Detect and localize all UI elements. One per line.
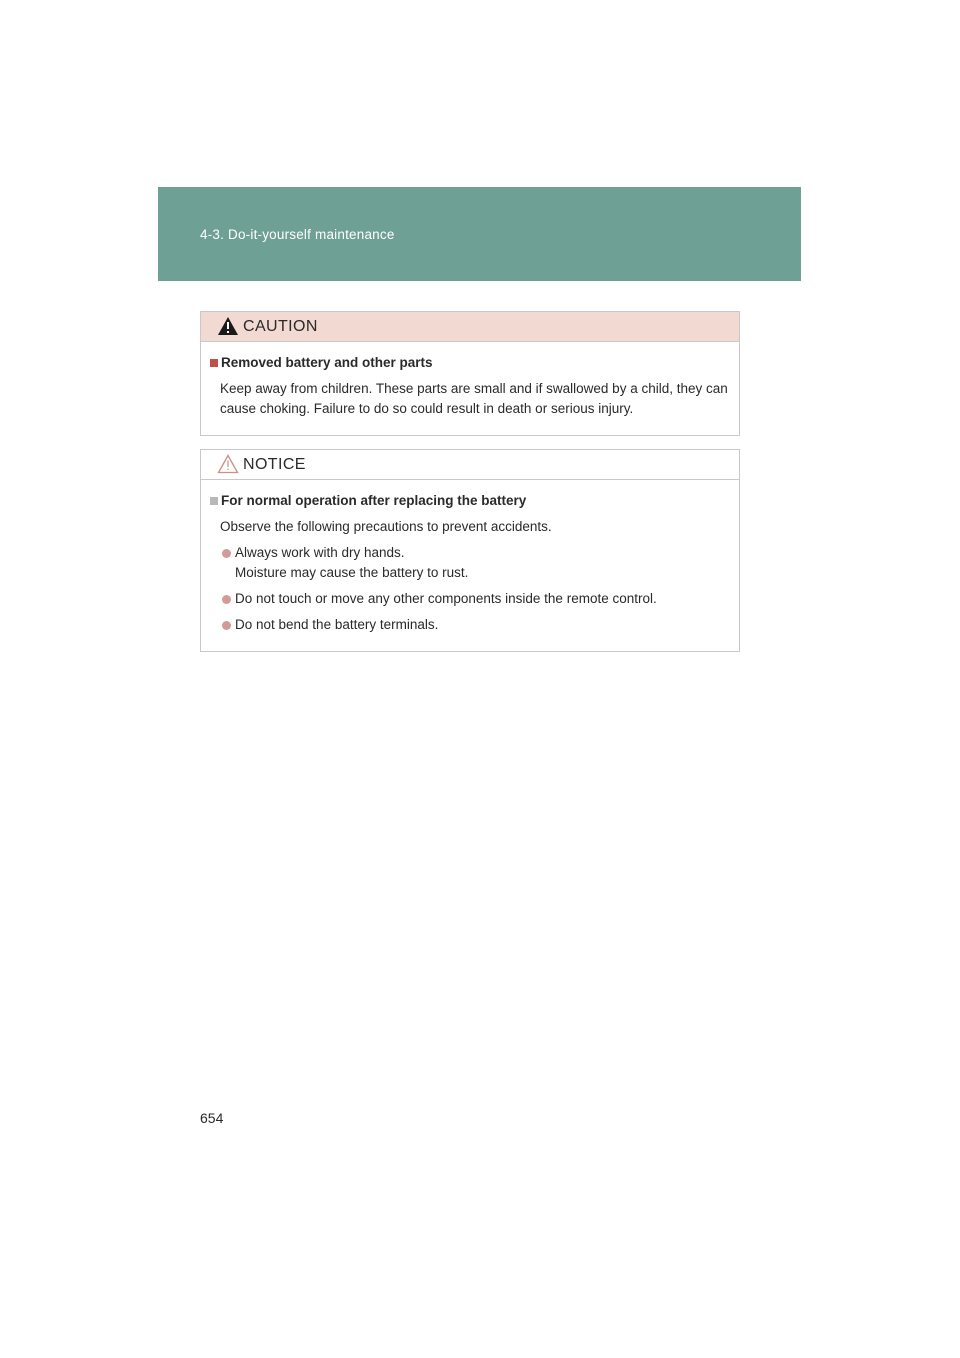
list-item: Always work with dry hands. Moisture may cause the battery to rust. [222,543,468,583]
caution-title: CAUTION [243,318,318,335]
section-header-band [158,187,801,281]
caution-item-heading [210,355,433,370]
page-number: 654 [200,1110,224,1126]
notice-title: NOTICE [243,456,306,473]
list-item: Do not touch or move any other components inside the remote control. [222,589,657,609]
square-bullet-icon [210,359,218,367]
caution-header [201,312,739,342]
circle-bullet-icon [222,549,231,558]
square-bullet-icon [210,497,218,505]
section-title: 4-3. Do-it-yourself maintenance [200,227,395,242]
caution-heading-text: Removed battery and other parts [221,355,433,370]
list-item-subtext: Moisture may cause the battery to rust. [235,565,469,580]
notice-header [201,450,739,480]
circle-bullet-icon [222,621,231,630]
warning-triangle-filled-icon [217,316,239,336]
notice-intro-text: Observe the following precautions to prevent accidents. [220,519,552,534]
notice-heading-text: For normal operation after replacing the battery [221,493,527,508]
notice-box [200,449,740,652]
notice-item-heading [210,493,526,508]
circle-bullet-icon [222,595,231,604]
warning-triangle-outline-icon [217,454,239,474]
caution-body-text: Keep away from children. These parts are small and if swallowed by a child, they can cause choking. Failure to do so could result in death or serious injury. [220,381,728,416]
caution-box [200,311,740,436]
list-item: Do not bend the battery terminals. [222,615,438,635]
